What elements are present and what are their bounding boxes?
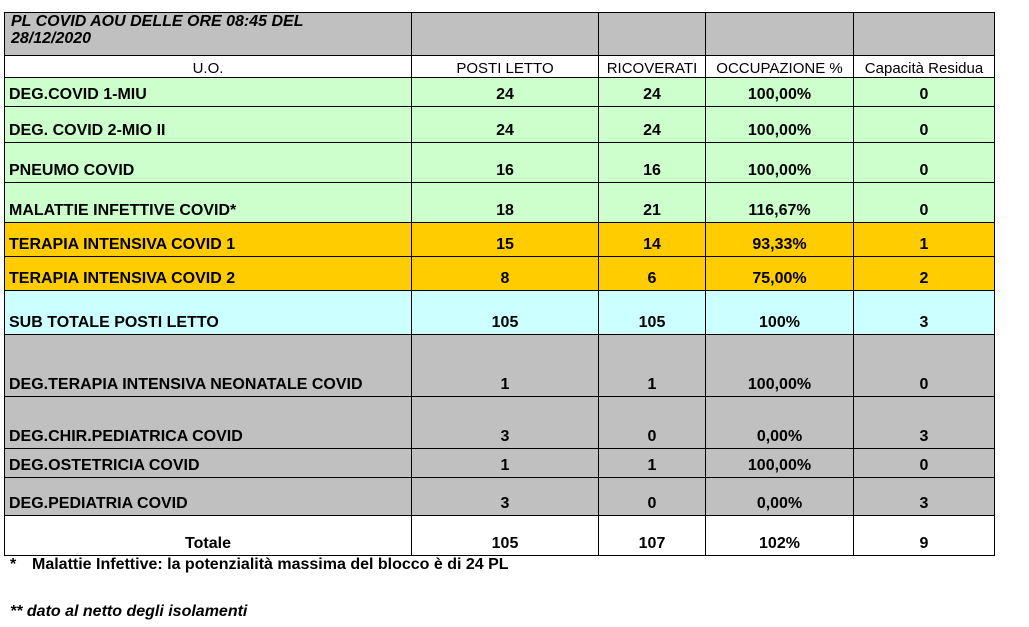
table-row [5, 291, 995, 335]
table-row [5, 257, 995, 291]
cell-occupazione: 93,33% [706, 223, 854, 257]
cell-uo: MALATTIE INFETTIVE COVID* [5, 183, 412, 223]
table-row [5, 516, 995, 556]
cell-posti-letto: 24 [412, 107, 599, 143]
table-title: PL COVID AOU DELLE ORE 08:45 DEL 28/12/2020 [11, 13, 304, 47]
table-row [5, 183, 995, 223]
cell-ricoverati: 107 [599, 516, 706, 556]
table-row [5, 335, 995, 397]
header-uo: U.O. [5, 56, 412, 78]
cell-posti-letto: 15 [412, 223, 599, 257]
table-row [5, 478, 995, 516]
cell-posti-letto: 1 [412, 449, 599, 478]
cell-ricoverati: 16 [599, 143, 706, 183]
cell-ricoverati: 24 [599, 107, 706, 143]
cell-posti-letto: 3 [412, 397, 599, 449]
cell-ricoverati: 1 [599, 449, 706, 478]
cell-capacita-residua: 0 [854, 143, 995, 183]
cell-occupazione: 100,00% [706, 107, 854, 143]
cell-ricoverati: 14 [599, 223, 706, 257]
cell-uo: Totale [5, 516, 412, 556]
covid-beds-table [4, 12, 995, 556]
cell-posti-letto: 3 [412, 478, 599, 516]
footnote-infettive [10, 556, 509, 574]
title-cell [5, 13, 412, 56]
cell-capacita-residua: 9 [854, 516, 995, 556]
cell-uo: SUB TOTALE POSTI LETTO [5, 291, 412, 335]
cell-occupazione: 100% [706, 291, 854, 335]
cell-posti-letto: 24 [412, 78, 599, 107]
header-capacita-residua: Capacità Residua [854, 56, 995, 78]
footnote-isolamenti: ** dato al netto degli isolamenti [10, 603, 248, 620]
cell-uo: DEG.OSTETRICIA COVID [5, 449, 412, 478]
table-row [5, 143, 995, 183]
header-ricoverati: RICOVERATI [599, 56, 706, 78]
cell-uo: PNEUMO COVID [5, 143, 412, 183]
cell-capacita-residua: 2 [854, 257, 995, 291]
cell-capacita-residua: 0 [854, 183, 995, 223]
cell-capacita-residua: 0 [854, 107, 995, 143]
cell-capacita-residua: 3 [854, 291, 995, 335]
table-row [5, 78, 995, 107]
header-occupazione: OCCUPAZIONE % [706, 56, 854, 78]
cell-posti-letto: 16 [412, 143, 599, 183]
cell-ricoverati: 1 [599, 335, 706, 397]
cell-posti-letto: 8 [412, 257, 599, 291]
cell-capacita-residua: 0 [854, 78, 995, 107]
table-row [5, 397, 995, 449]
footnote-star: * [10, 556, 17, 573]
cell-occupazione: 100,00% [706, 78, 854, 107]
cell-ricoverati: 105 [599, 291, 706, 335]
cell-posti-letto: 18 [412, 183, 599, 223]
cell-capacita-residua: 0 [854, 335, 995, 397]
cell-uo: TERAPIA INTENSIVA COVID 1 [5, 223, 412, 257]
cell-posti-letto: 105 [412, 516, 599, 556]
header-posti-letto: POSTI LETTO [412, 56, 599, 78]
cell-ricoverati: 0 [599, 478, 706, 516]
cell-occupazione: 0,00% [706, 397, 854, 449]
cell-capacita-residua: 0 [854, 449, 995, 478]
cell-occupazione: 100,00% [706, 335, 854, 397]
cell-uo: TERAPIA INTENSIVA COVID 2 [5, 257, 412, 291]
cell-uo: DEG.COVID 1-MIU [5, 78, 412, 107]
cell-occupazione: 75,00% [706, 257, 854, 291]
cell-ricoverati: 21 [599, 183, 706, 223]
cell-capacita-residua: 3 [854, 397, 995, 449]
cell-ricoverati: 24 [599, 78, 706, 107]
table-row [5, 449, 995, 478]
cell-uo: DEG.PEDIATRIA COVID [5, 478, 412, 516]
table-row [5, 223, 995, 257]
cell-capacita-residua: 1 [854, 223, 995, 257]
cell-uo: DEG. COVID 2-MIO II [5, 107, 412, 143]
cell-capacita-residua: 3 [854, 478, 995, 516]
cell-uo: DEG.CHIR.PEDIATRICA COVID [5, 397, 412, 449]
cell-posti-letto: 1 [412, 335, 599, 397]
table-row [5, 107, 995, 143]
cell-occupazione: 100,00% [706, 143, 854, 183]
cell-posti-letto: 105 [412, 291, 599, 335]
cell-uo: DEG.TERAPIA INTENSIVA NEONATALE COVID [5, 335, 412, 397]
footnote-infettive-text: Malattie Infettive: la potenzialità massima del blocco è di 24 PL [32, 556, 509, 573]
cell-ricoverati: 6 [599, 257, 706, 291]
cell-occupazione: 116,67% [706, 183, 854, 223]
cell-occupazione: 0,00% [706, 478, 854, 516]
cell-ricoverati: 0 [599, 397, 706, 449]
title-row [5, 13, 995, 56]
cell-occupazione: 102% [706, 516, 854, 556]
cell-occupazione: 100,00% [706, 449, 854, 478]
header-row [5, 56, 995, 78]
